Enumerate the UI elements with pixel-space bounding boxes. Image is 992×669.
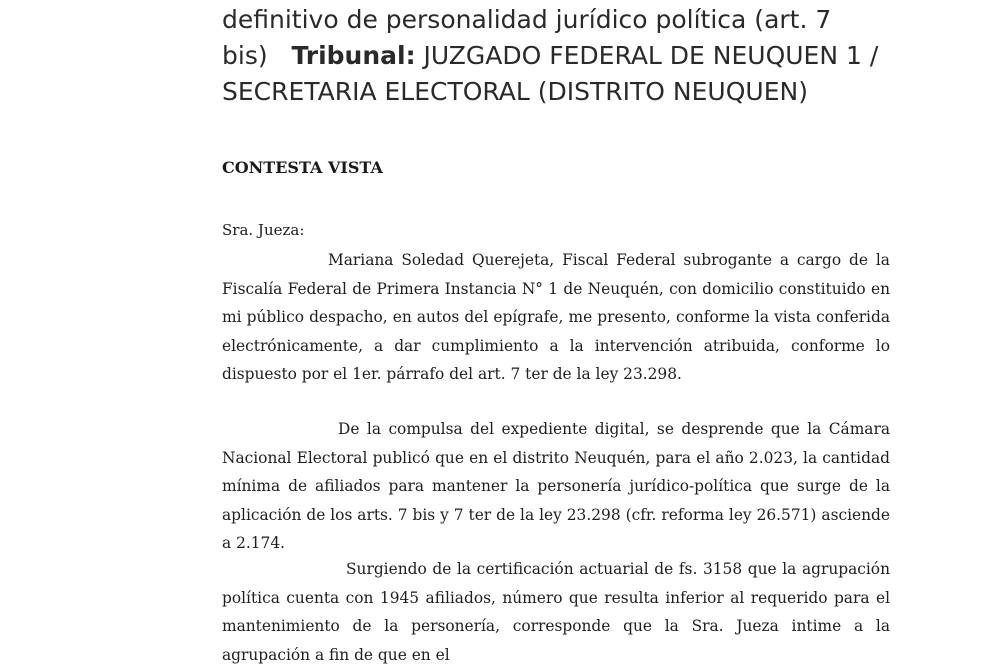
paragraph-1: Mariana Soledad Querejeta, Fiscal Federal subrogante a cargo de la Fiscalía Federal de Primera Instancia N° 1 de Neuquén, con domicilio constituido en mi público despacho, en autos del epígrafe, me presento, conforme la vista conferida electrónicamente, a dar cumplimiento a la intervención atribuida, conforme lo dispuesto por el 1er. párrafo del art. 7 ter de la ley 23.298. [222,251,890,384]
salutation: Sra. Jueza: [222,221,305,239]
paragraph-2: De la compulsa del expediente digital, se desprende que la Cámara Nacional Electoral publicó que en el distrito Neuquén, para el año 2.023, la cantidad mínima de afiliados para mantener la personería jurídico-política que surge de la aplicación de los arts. 7 bis y 7 ter de la ley 23.298 (cfr. reforma ley 26.571) asciende a 2.174. [222,420,890,553]
paragraph-3: Surgiendo de la certificación actuarial de fs. 3158 que la agrupación política cuenta con 1945 afiliados, número que resulta inferior al requerido para el mantenimiento de la personería, corresponde que la Sra. Jueza intime a la agrupación a fin de que en el [222,560,890,664]
case-heading-bis: bis) [222,41,268,70]
document-title: CONTESTA VISTA [222,158,383,177]
case-heading-line1: definitivo de personalidad jurídico política (art. 7 [222,5,832,34]
case-heading [222,2,902,110]
tribunal-value: JUZGADO FEDERAL DE NEUQUEN 1 / SECRETARIA ELECTORAL (DISTRITO NEUQUEN) [222,41,879,106]
tribunal-label: Tribunal: [291,41,416,70]
